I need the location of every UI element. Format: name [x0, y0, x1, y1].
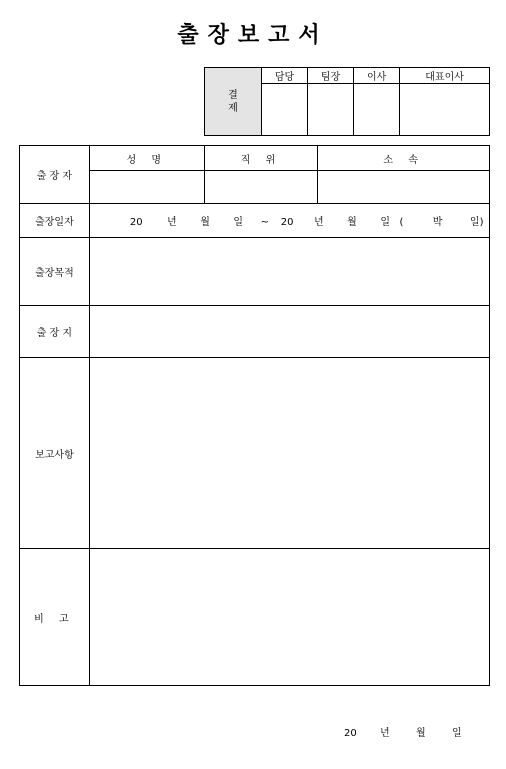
- position-field[interactable]: [204, 171, 318, 204]
- nights-unit: 박: [432, 217, 443, 228]
- report-field[interactable]: [89, 358, 489, 549]
- approval-sign-team-lead[interactable]: [308, 84, 354, 136]
- department-column-header: 소 속: [318, 146, 490, 171]
- trip-date-label: 출장일자: [20, 204, 90, 238]
- remarks-field[interactable]: [89, 549, 489, 686]
- report-label: 보고사항: [20, 358, 90, 549]
- trip-report-form: [19, 145, 490, 686]
- remarks-label: 비 고: [20, 549, 90, 686]
- approval-role-team-lead: 팀장: [308, 68, 354, 84]
- trip-date-field[interactable]: [89, 204, 489, 238]
- name-field[interactable]: [89, 171, 204, 204]
- approval-sign-ceo[interactable]: [400, 84, 490, 136]
- date-day-unit-start: 일: [233, 217, 244, 228]
- date-month-unit-end: 월: [347, 217, 357, 228]
- approval-side-label: [205, 68, 262, 136]
- traveler-label: 출 장 자: [20, 146, 90, 204]
- trip-purpose-label: 출장목적: [20, 238, 90, 306]
- name-column-header: 성 명: [89, 146, 204, 171]
- footer-month-unit: 월: [416, 728, 426, 739]
- date-range-tilde: ~: [260, 217, 269, 228]
- approval-side-label-2: 제: [228, 102, 238, 114]
- approval-sign-director[interactable]: [354, 84, 400, 136]
- days-unit-close: 일): [469, 217, 484, 228]
- date-year-unit-start: 년: [167, 217, 177, 228]
- footer-day-unit: 일: [452, 728, 462, 739]
- date-day-unit-end: 일: [380, 217, 391, 228]
- approval-role-staff: 담당: [262, 68, 308, 84]
- position-column-header: 직 위: [204, 146, 318, 171]
- date-year-unit-end: 년: [313, 217, 324, 228]
- approval-sign-staff[interactable]: [262, 84, 308, 136]
- footer-date: [344, 724, 494, 739]
- approval-role-ceo: 대표이사: [400, 68, 490, 84]
- footer-year-unit: 년: [380, 728, 390, 739]
- date-year-end: 20: [280, 217, 294, 228]
- approval-role-director: 이사: [354, 68, 400, 84]
- document-title: 출장보고서: [177, 23, 329, 48]
- department-field[interactable]: [318, 171, 490, 204]
- footer-year: 20: [344, 728, 357, 739]
- destination-field[interactable]: [89, 306, 489, 358]
- approval-side-label-1: 결: [228, 89, 238, 101]
- trip-purpose-field[interactable]: [89, 238, 489, 306]
- date-month-unit-start: 월: [200, 217, 210, 228]
- nights-open-paren: (: [399, 217, 404, 228]
- approval-table: [204, 67, 490, 136]
- destination-label: 출 장 지: [20, 306, 90, 358]
- date-year-start: 20: [129, 217, 143, 228]
